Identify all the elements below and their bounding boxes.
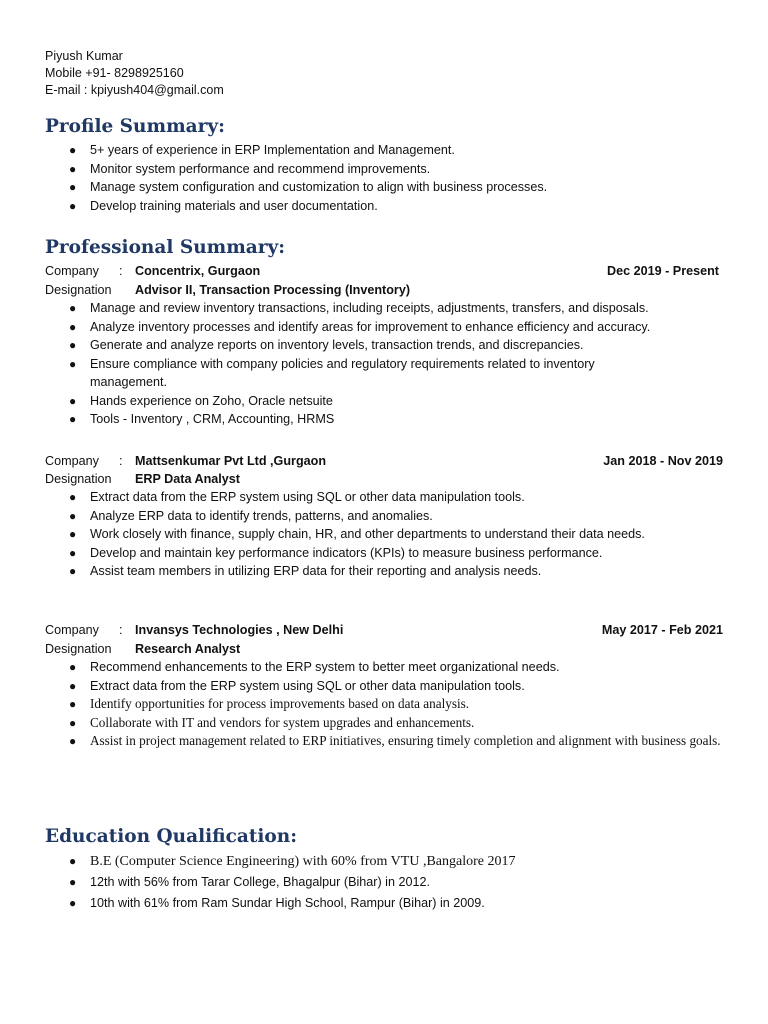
list-item: ● Collaborate with IT and vendors for system upgrades and enhancements. bbox=[69, 714, 475, 730]
list-item: ● B.E (Computer Science Engineering) with 60% from VTU ,Bangalore 2017 bbox=[69, 854, 516, 869]
list-item: ● Monitor system performance and recommend improvements. bbox=[69, 161, 431, 176]
email-address: kpiyush404@gmail.com bbox=[90, 83, 224, 97]
company-label: Company bbox=[45, 264, 99, 278]
education-list bbox=[45, 851, 735, 914]
mobile-number: Mobile +91- 8298925160 bbox=[45, 66, 184, 80]
designation-value: Research Analyst bbox=[135, 642, 241, 656]
designation-label: Designation bbox=[45, 472, 112, 486]
list-item: ● Manage and review inventory transactions, including receipts, adjustments, transfers, and disposals. bbox=[69, 301, 649, 315]
job-designation-row bbox=[45, 640, 723, 658]
job-company-row: Company : Invansys Technologies , New Delhi May 2017 - Feb 2021 bbox=[45, 623, 723, 637]
email-line bbox=[45, 82, 224, 99]
job-duties-list bbox=[45, 488, 735, 581]
list-item: ● Manage system configuration and customization to align with business processes. bbox=[69, 180, 548, 194]
job-duties-list bbox=[45, 658, 735, 751]
list-item: ● 5+ years of experience in ERP Implementation and Management. bbox=[69, 143, 455, 157]
designation-label: Designation bbox=[45, 283, 112, 297]
list-item: ● 12th with 56% from Tarar College, Bhagalpur (Bihar) in 2012. bbox=[69, 875, 430, 889]
job-company-row: Company : Concentrix, Gurgaon Dec 2019 - Present bbox=[45, 264, 719, 278]
job-dates: May 2017 - Feb 2021 bbox=[601, 623, 723, 637]
designation-value: Advisor II, Transaction Processing (Inventory) bbox=[135, 283, 411, 297]
profile-summary-list bbox=[45, 141, 735, 215]
company-label: Company bbox=[45, 623, 99, 637]
company-name: Concentrix, Gurgaon bbox=[135, 264, 261, 278]
job-designation-row bbox=[45, 470, 723, 488]
list-item: ● Work closely with finance, supply chain, HR, and other departments to understand their data needs. bbox=[69, 527, 645, 541]
company-label: Company bbox=[45, 454, 99, 468]
contact-block bbox=[45, 48, 224, 99]
email-label: E-mail : bbox=[45, 83, 88, 97]
list-item: ● Analyze inventory processes and identify areas for improvement to enhance efficiency and accuracy. bbox=[69, 319, 651, 334]
list-item: ● Extract data from the ERP system using SQL or other data manipulation tools. bbox=[69, 678, 525, 693]
job-designation-row bbox=[45, 281, 723, 299]
job-duties-list bbox=[45, 299, 735, 429]
company-name: Mattsenkumar Pvt Ltd ,Gurgaon bbox=[135, 454, 327, 468]
list-item: ● Identify opportunities for process improvements based on data analysis. bbox=[69, 696, 470, 711]
job-company-row: Company : Mattsenkumar Pvt Ltd ,Gurgaon Jan 2018 - Nov 2019 bbox=[45, 454, 723, 468]
list-item: ● Assist team members in utilizing ERP data for their reporting and analysis needs. bbox=[69, 564, 542, 578]
list-item: ● Hands experience on Zoho, Oracle netsuite bbox=[69, 393, 333, 408]
education-heading: Education Qualification: bbox=[45, 826, 298, 847]
designation-value: ERP Data Analyst bbox=[135, 472, 240, 486]
list-item: ● Ensure compliance with company policies and regulatory requirements related to inventory management. bbox=[69, 356, 595, 389]
list-item: ● Develop training materials and user documentation. bbox=[69, 198, 378, 213]
list-item: ● Assist in project management related to ERP initiatives, ensuring timely completion and alignment with business goals. bbox=[69, 733, 721, 748]
job-dates: Dec 2019 - Present bbox=[606, 264, 719, 278]
profile-summary-heading: Profile Summary: bbox=[45, 116, 225, 137]
list-item: ● Extract data from the ERP system using SQL or other data manipulation tools. bbox=[69, 490, 525, 504]
list-item: ● Recommend enhancements to the ERP system to better meet organizational needs. bbox=[69, 660, 560, 674]
designation-label: Designation bbox=[45, 642, 112, 656]
job-dates: Jan 2018 - Nov 2019 bbox=[603, 454, 723, 468]
list-item: ● Generate and analyze reports on inventory levels, transaction trends, and discrepancies. bbox=[69, 338, 584, 352]
list-item: ● 10th with 61% from Ram Sundar High School, Rampur (Bihar) in 2009. bbox=[69, 896, 485, 910]
company-name: Invansys Technologies , New Delhi bbox=[135, 623, 344, 637]
list-item: ● Analyze ERP data to identify trends, patterns, and anomalies. bbox=[69, 508, 433, 523]
professional-summary-heading: Professional Summary: bbox=[45, 237, 286, 258]
list-item: ● Develop and maintain key performance indicators (KPIs) to measure business performance. bbox=[69, 545, 603, 560]
list-item: ● Tools - Inventory , CRM, Accounting, HRMS bbox=[69, 412, 335, 426]
candidate-name: Piyush Kumar bbox=[45, 49, 123, 63]
